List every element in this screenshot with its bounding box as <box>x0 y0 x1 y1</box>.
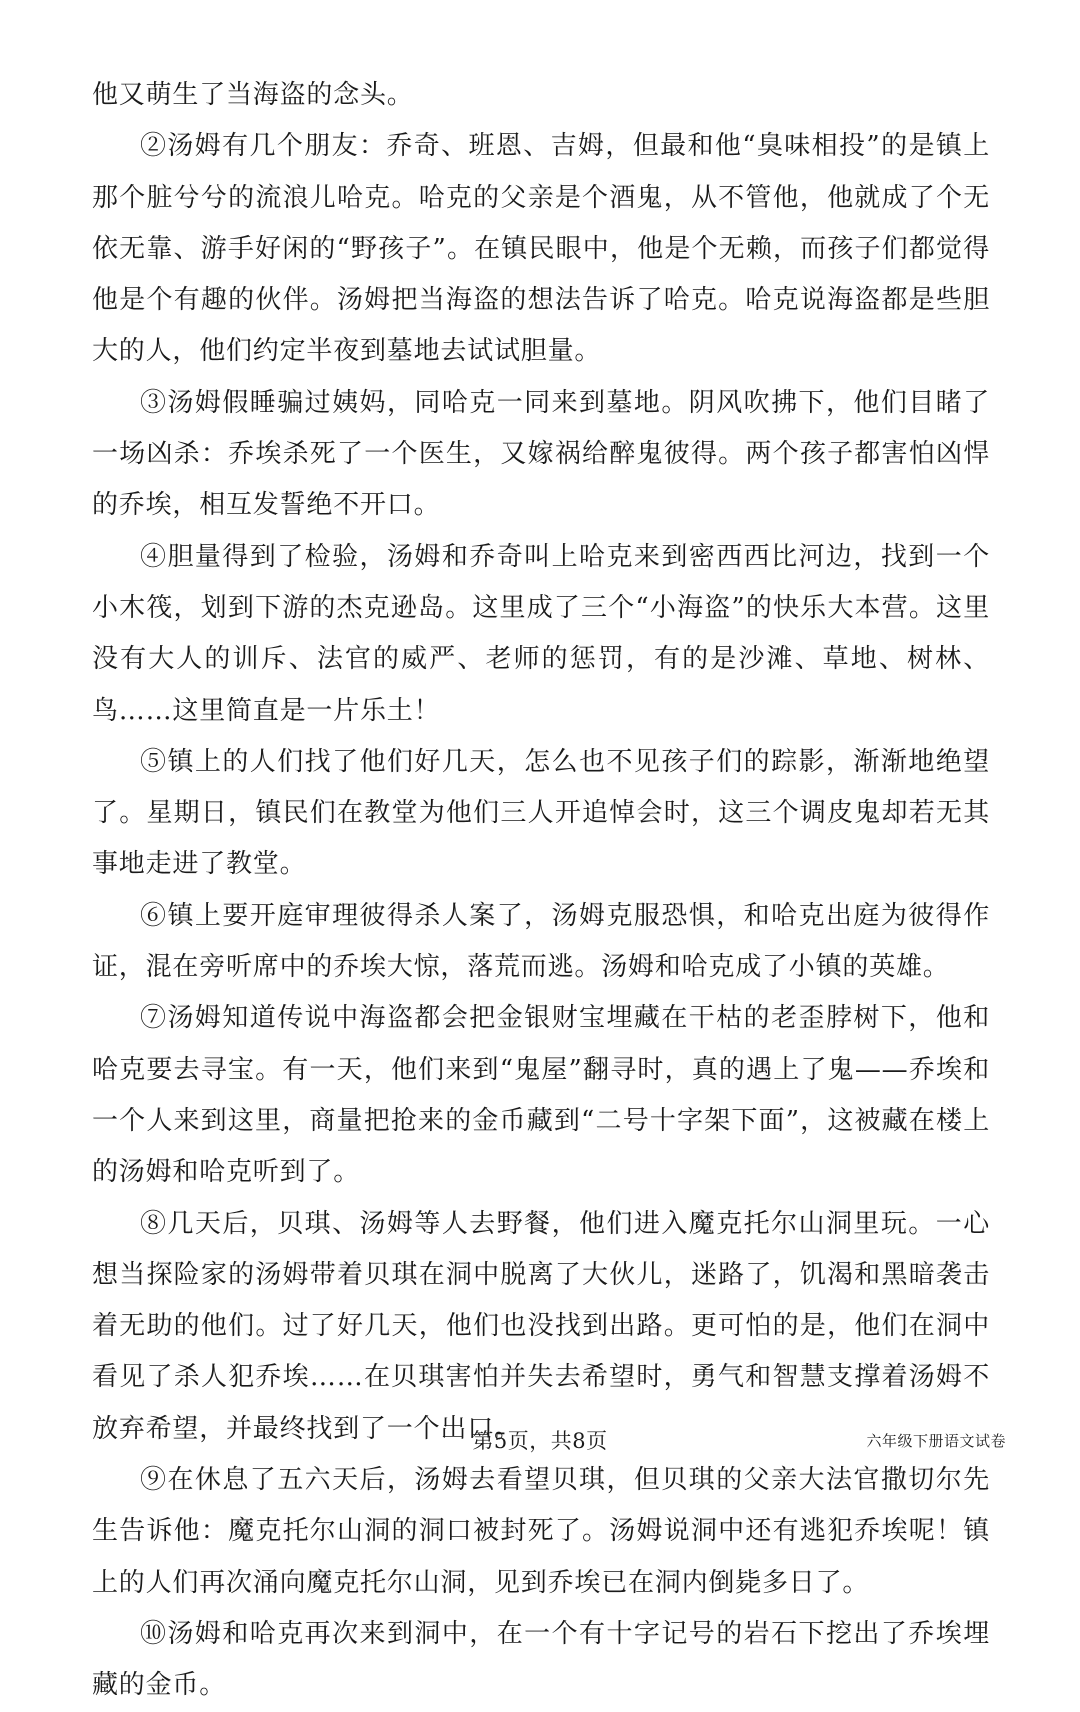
paragraph-3: ③汤姆假睡骗过姨妈，同哈克一同来到墓地。阴风吹拂下，他们目睹了一场凶杀：乔埃杀死了一个医生，又嫁祸给醉鬼彼得。两个孩子都害怕凶悍的乔埃，相互发誓绝不开口。 <box>92 387 990 521</box>
paragraph-1-continuation: 他又萌生了当海盗的念头。 <box>92 80 414 110</box>
paragraph-9: ⑨在休息了五六天后，汤姆去看望贝琪，但贝琪的父亲大法官撒切尔先生告诉他：魔克托尔山洞的洞口被封死了。汤姆说洞中还有逃犯乔埃呢！镇上的人们再次涌向魔克托尔山洞，见到乔埃已在洞内倒毙多日了。 <box>92 1465 990 1598</box>
paragraph-4: ④胆量得到了检验，汤姆和乔奇叫上哈克来到密西西比河边，找到一个小木筏，划到下游的杰克逊岛。这里成了三个“小海盗”的快乐大本营。这里没有大人的训斥、法官的威严、老师的惩罚，有的是沙滩、草地、树林、鸟……这里简直是一片乐土！ <box>92 541 990 726</box>
document-body <box>92 70 990 1712</box>
paragraph-8: ⑧几天后，贝琪、汤姆等人去野餐，他们进入魔克托尔山洞里玩。一心想当探险家的汤姆带着贝琪在洞中脱离了大伙儿，迷路了，饥渴和黑暗袭击着无助的他们。过了好几天，他们也没找到出路。更可怕的是，他们在洞中看见了杀人犯乔埃……在贝琪害怕并失去希望时，勇气和智慧支撑着汤姆不放弃希望，并最终找到了一个出口。 <box>92 1208 990 1444</box>
paragraph-10: ⑩汤姆和哈克再次来到洞中，在一个有十字记号的岩石下挖出了乔埃埋藏的金币。 <box>92 1618 990 1701</box>
exam-title: 六年级下册语文试卷 <box>866 1432 1006 1450</box>
paragraph-5: ⑤镇上的人们找了他们好几天，怎么也不见孩子们的踪影，渐渐地绝望了。星期日，镇民们在教堂为他们三人开追悼会时，这三个调皮鬼却若无其事地走进了教堂。 <box>92 746 990 880</box>
paragraph-2: ②汤姆有几个朋友：乔奇、班恩、吉姆，但最和他“臭味相投”的是镇上那个脏兮兮的流浪儿哈克。哈克的父亲是个酒鬼，从不管他，他就成了个无依无靠、游手好闲的“野孩子”。在镇民眼中，他是个无赖，而孩子们都觉得他是个有趣的伙伴。汤姆把当海盗的想法告诉了哈克。哈克说海盗都是些胆大的人，他们约定半夜到墓地去试试胆量。 <box>92 131 990 367</box>
paragraph-6: ⑥镇上要开庭审理彼得杀人案了，汤姆克服恐惧，和哈克出庭为彼得作证，混在旁听席中的乔埃大惊，落荒而逃。汤姆和哈克成了小镇的英雄。 <box>92 900 990 983</box>
page-number: 第5页，共8页 <box>472 1429 608 1453</box>
paragraph-7: ⑦汤姆知道传说中海盗都会把金银财宝埋藏在干枯的老歪脖树下，他和哈克要去寻宝。有一天，他们来到“鬼屋”翻寻时，真的遇上了鬼——乔埃和一个人来到这里，商量把抢来的金币藏到“二号十字架下面”，这被藏在楼上的汤姆和哈克听到了。 <box>92 1003 990 1188</box>
